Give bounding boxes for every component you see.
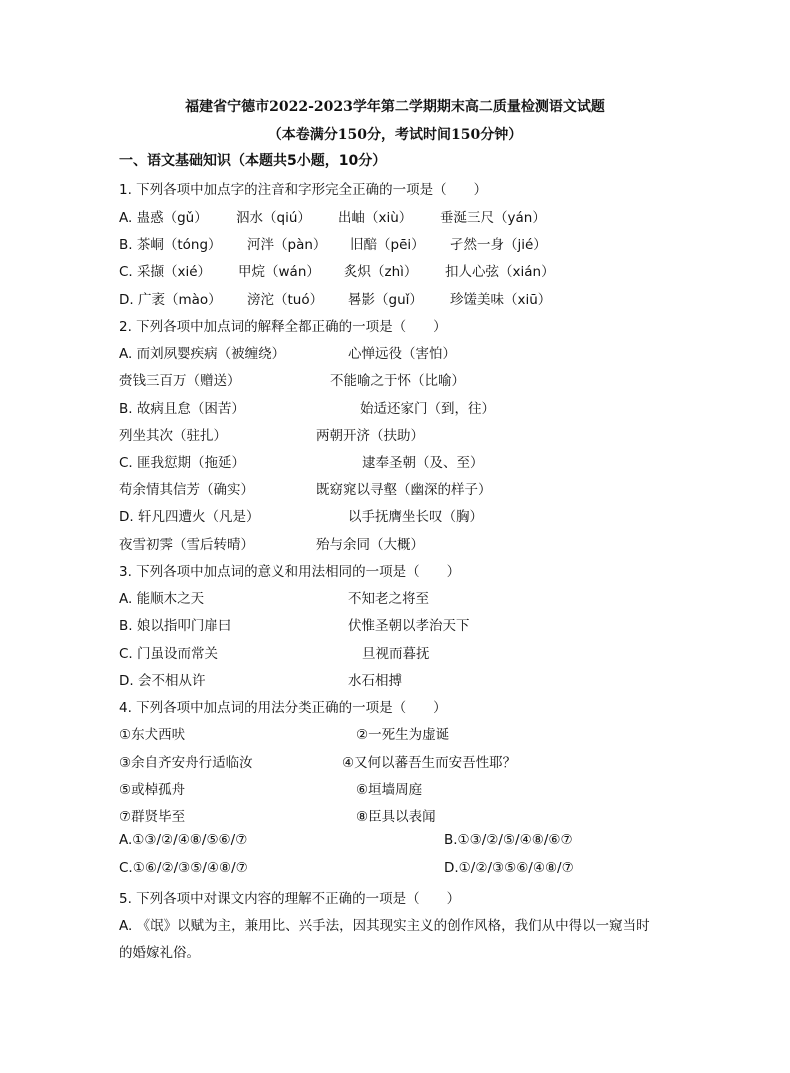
option-text: 出岫（xiù） — [338, 210, 413, 226]
option-text: 晷影（guǐ） — [348, 292, 423, 308]
option-text: 孑然一身（jié） — [450, 237, 547, 253]
option-text: 始适还家门（到，往） — [360, 401, 495, 417]
option-text: 炙炽（zhì） — [344, 264, 418, 280]
option-text: 伏惟圣朝以孝治天下 — [348, 618, 470, 634]
option-text: 珍馐美味（xiū） — [450, 292, 552, 308]
option-text: C. 门虽设而常关 — [119, 646, 219, 662]
option-text: D. 会不相从许 — [119, 673, 206, 689]
item-text: ⑥垣墙周庭 — [356, 782, 423, 798]
option-text: C. 匪我愆期（拖延） — [119, 455, 246, 471]
item-text: ⑦群贤毕至 — [119, 809, 186, 825]
document-subtitle: （本卷满分150分，考试时间150分钟） — [267, 127, 523, 143]
question-4-stem: 4. 下列各项中加点词的用法分类正确的一项是（ ） — [119, 700, 447, 716]
option-text: 甲烷（wán） — [238, 264, 320, 280]
question-2-stem: 2. 下列各项中加点词的解释全都正确的一项是（ ） — [119, 319, 447, 335]
option-text: A. 《氓》以赋为主，兼用比、兴手法，因其现实主义的创作风格，我们从中得以一窥当时 — [119, 918, 650, 934]
option-text: 心惮远役（害怕） — [348, 346, 456, 362]
option-text: 列坐其次（驻扎） — [119, 428, 227, 444]
question-3-stem: 3. 下列各项中加点词的意义和用法相同的一项是（ ） — [119, 564, 461, 580]
option-text: 以手抚膺坐长叹（胸） — [348, 509, 483, 525]
option-text: 扣人心弦（xián） — [445, 264, 555, 280]
option-text: D.①/②/③⑤⑥/④⑧/⑦ — [444, 860, 574, 876]
option-text: 的婚嫁礼俗。 — [119, 945, 200, 961]
option-text: B. 茶峒（tóng） — [119, 237, 222, 253]
item-text: ①东犬西吠 — [119, 727, 186, 743]
option-text: A. 蛊惑（gǔ） — [119, 210, 208, 226]
option-text: 夜雪初霁（雪后转晴） — [119, 537, 254, 553]
option-text: 殆与余同（大概） — [316, 537, 424, 553]
option-text: 河泮（pàn） — [247, 237, 327, 253]
option-text: A.①③/②/④⑧/⑤⑥/⑦ — [119, 832, 248, 848]
option-text: A. 能顺木之天 — [119, 591, 205, 607]
option-text: 不知老之将至 — [348, 591, 429, 607]
option-text: 既窈窕以寻壑（幽深的样子） — [316, 482, 492, 498]
item-text: ④又何以蕃吾生而安吾性耶？ — [342, 755, 517, 771]
item-text: ②一死生为虚诞 — [356, 727, 450, 743]
item-text: ③余自齐安舟行适临汝 — [119, 755, 253, 771]
option-text: B. 故病且怠（困苦） — [119, 401, 245, 417]
option-text: 滂沱（tuó） — [247, 292, 324, 308]
option-text: 赍钱三百万（赠送） — [119, 373, 241, 389]
option-text: B.①③/②/⑤/④⑧/⑥⑦ — [444, 832, 573, 848]
option-text: 垂涎三尺（yán） — [440, 210, 546, 226]
option-text: D. 轩凡四遭火（凡是） — [119, 509, 260, 525]
option-text: 旦视而暮抚 — [362, 646, 430, 662]
option-text: 水石相搏 — [348, 673, 402, 689]
document-title: 福建省宁德市2022-2023学年第二学期期末高二质量检测语文试题 — [185, 99, 605, 115]
option-text: A. 而刘夙婴疾病（被缠绕） — [119, 346, 286, 362]
option-text: 苟余情其信芳（确实） — [119, 482, 254, 498]
section-heading: 一、语文基础知识（本题共5小题，10分） — [119, 153, 387, 169]
option-text: 旧醅（pēi） — [350, 237, 425, 253]
question-1-stem: 1. 下列各项中加点字的注音和字形完全正确的一项是（ ） — [119, 182, 488, 198]
option-text: B. 娘以指叩门扉曰 — [119, 618, 232, 634]
option-text: D. 广袤（mào） — [119, 292, 222, 308]
option-text: C. 采撷（xié） — [119, 264, 212, 280]
option-text: C.①⑥/②/③⑤/④⑧/⑦ — [119, 860, 248, 876]
option-text: 不能喻之于怀（比喻） — [330, 373, 465, 389]
item-text: ⑧臣具以表闻 — [356, 809, 436, 825]
option-text: 泅水（qiú） — [236, 210, 311, 226]
option-text: 逮奉圣朝（及、至） — [362, 455, 484, 471]
item-text: ⑤或棹孤舟 — [119, 782, 186, 798]
option-text: 两朝开济（扶助） — [316, 428, 424, 444]
question-5-stem: 5. 下列各项中对课文内容的理解不正确的一项是（ ） — [119, 891, 461, 907]
